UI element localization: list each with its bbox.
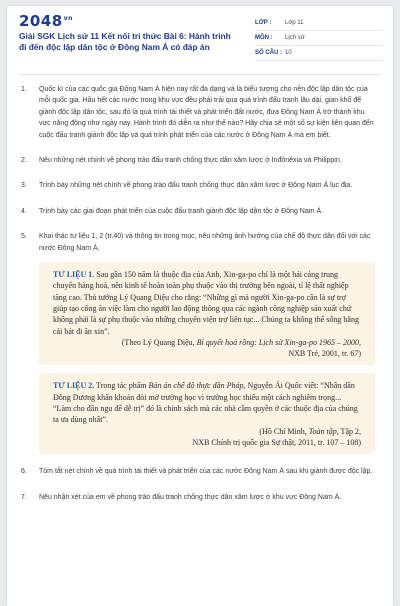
source-box-1 [39,262,375,365]
question-item [7,466,393,477]
citation-title: Bí quyết hoá rồng: Lịch sử Xin-ga-po 1965 – 2000 [196,337,359,347]
source-1-label: TƯ LIỆU 1. [53,270,95,280]
source-2-citation [53,426,361,437]
header-divider [19,74,381,75]
source-1-citation [53,337,361,348]
logo-suffix: vn [63,15,73,22]
question-item [7,206,393,217]
question-item [7,84,393,141]
citation-prefix: (Hồ Chí Minh, [259,426,309,436]
source-2-body [53,380,361,425]
question-item [7,492,393,503]
question-item [7,180,393,191]
citation-title: Toàn tập [308,426,337,436]
document-title: Giải SGK Lịch sử 11 Kết nối tri thức Bài 6: Hành trình đi đến độc lập dân tộc ở Đông Nam Á có đáp án [19,31,231,52]
citation-prefix: (Theo Lý Quang Diệu, [121,337,197,347]
document-page [7,6,393,606]
question-item [7,155,393,166]
meta-key: LỚP : [255,20,272,26]
question-text: Khai thác tư liệu 1, 2 (tr.40) và thông tin trong mục, nêu những ảnh hưởng của chế độ thực dân đối với các nước Đông Nam Á. [39,233,371,252]
source-2-text-post: , Nguyễn Ái Quốc viết: “Nhân dân Đông Dương khẩn khoản đòi mở trường học vì trường học thiếu một cách nghiêm trọng... “Làm cho dân ngu để dễ trị” đó là chính sách mà các nhà cầm quyền ở các thuộc địa của chúng ta ưa dùng nhất”. [53,381,358,425]
question-text: Nêu nhận xét của em về phong trào đấu tranh chống thực dân xâm lược ở khu vực Đông Nam Á. [39,493,342,501]
source-2-text-pre: Trong tác phẩm [94,381,149,391]
document-meta [255,16,383,61]
meta-value: 10 [285,50,292,56]
question-text: Nêu những nét chính về phong trào đấu tranh chống thực dân xâm lược ở Inđônêxia và Philippin. [39,157,342,165]
meta-row-count [255,46,383,61]
question-number: 4. [21,207,27,215]
source-1-citation-publisher: NXB Trẻ, 2001, tr. 67) [288,349,361,359]
question-number: 1. [21,86,27,93]
meta-key: MÔN : [255,35,273,41]
meta-value: Lớp 11 [285,20,304,26]
source-2-work-title: Bản án chế độ thực dân Pháp [148,381,244,391]
question-item [7,231,393,254]
question-number: 2. [21,157,27,165]
citation-suffix: , Tập 2, [336,426,361,436]
question-list [7,84,393,503]
source-2-label: TƯ LIỆU 2. [53,381,95,391]
meta-value: Lịch sử [285,35,305,41]
citation-suffix: , [359,337,361,347]
source-2-citation-publisher: NXB Chính trị quốc gia Sự thật, 2011, tr. 107 – 108) [192,437,361,447]
document-header [7,6,393,68]
source-1-text: Sau gần 150 năm là thuộc địa của Anh, Xin-ga-po chỉ là một hải cảng trung chuyển hàng hoá, nền kinh tế hoàn toàn phụ thuộc vào thị trường bên ngoài, tỉ lệ thất nghiệp tăng cao. Thủ tướng Lý Quang Diệu cho rằng: “Những gì mà người Xin-ga-po cần là sự trợ giúp tạo công ăn việc làm cho người lao động thông qua các ngành công nghiệp sản xuất chứ không phải là sự phụ thuộc vào những chuyến viện trợ liên tục... Chúng ta không thể sống bằng cái bát đi ăn xin”. [53,270,359,336]
logo-text: 2048 [19,12,63,30]
question-text: Trình bày những nét chính về phong trào đấu tranh chống thực dân xâm lược ở Đông Nam Á lục địa. [39,182,353,190]
source-1-body [53,269,361,337]
meta-key: SỐ CÂU : [255,50,282,56]
meta-row-grade [255,16,383,31]
question-number: 6. [21,468,27,476]
question-text: Trình bày các giai đoạn phát triển của cuộc đấu tranh giành độc lập dân tộc ở Đông Nam Á. [39,207,324,215]
site-logo[interactable] [19,12,73,30]
question-number: 3. [21,182,27,190]
question-number: 7. [21,493,27,501]
question-text: Quốc kì của các quốc gia Đông Nam Á hiện nay rất đa dạng và là biểu tượng cho nền độc lập dân tộc của mỗi quốc gia. Hầu hết các nước trong khu vực đều phải trải qua quá trình đấu tranh lâu dài, gian khổ để giành độc lập dân tộc, sau đó là quá trình tái thiết và phát triển đất nước, đưa Đông Nam Á trở thành khu vực năng động như ngày nay. Hành trình đó diễn ra như thế nào? Hãy chia sẻ một số sự kiện liên quan đến cuộc đấu tranh giành độc lập và quá trình phát triển của các nước ở Đông Nam Á mà em biết. [39,86,374,139]
question-text: Tóm tắt nét chính về quá trình tái thiết và phát triển của các nước Đông Nam Á sau khi giành được độc lập. [39,468,373,476]
source-box-2 [39,373,375,454]
meta-row-subject [255,31,383,46]
question-number: 5. [21,233,27,241]
